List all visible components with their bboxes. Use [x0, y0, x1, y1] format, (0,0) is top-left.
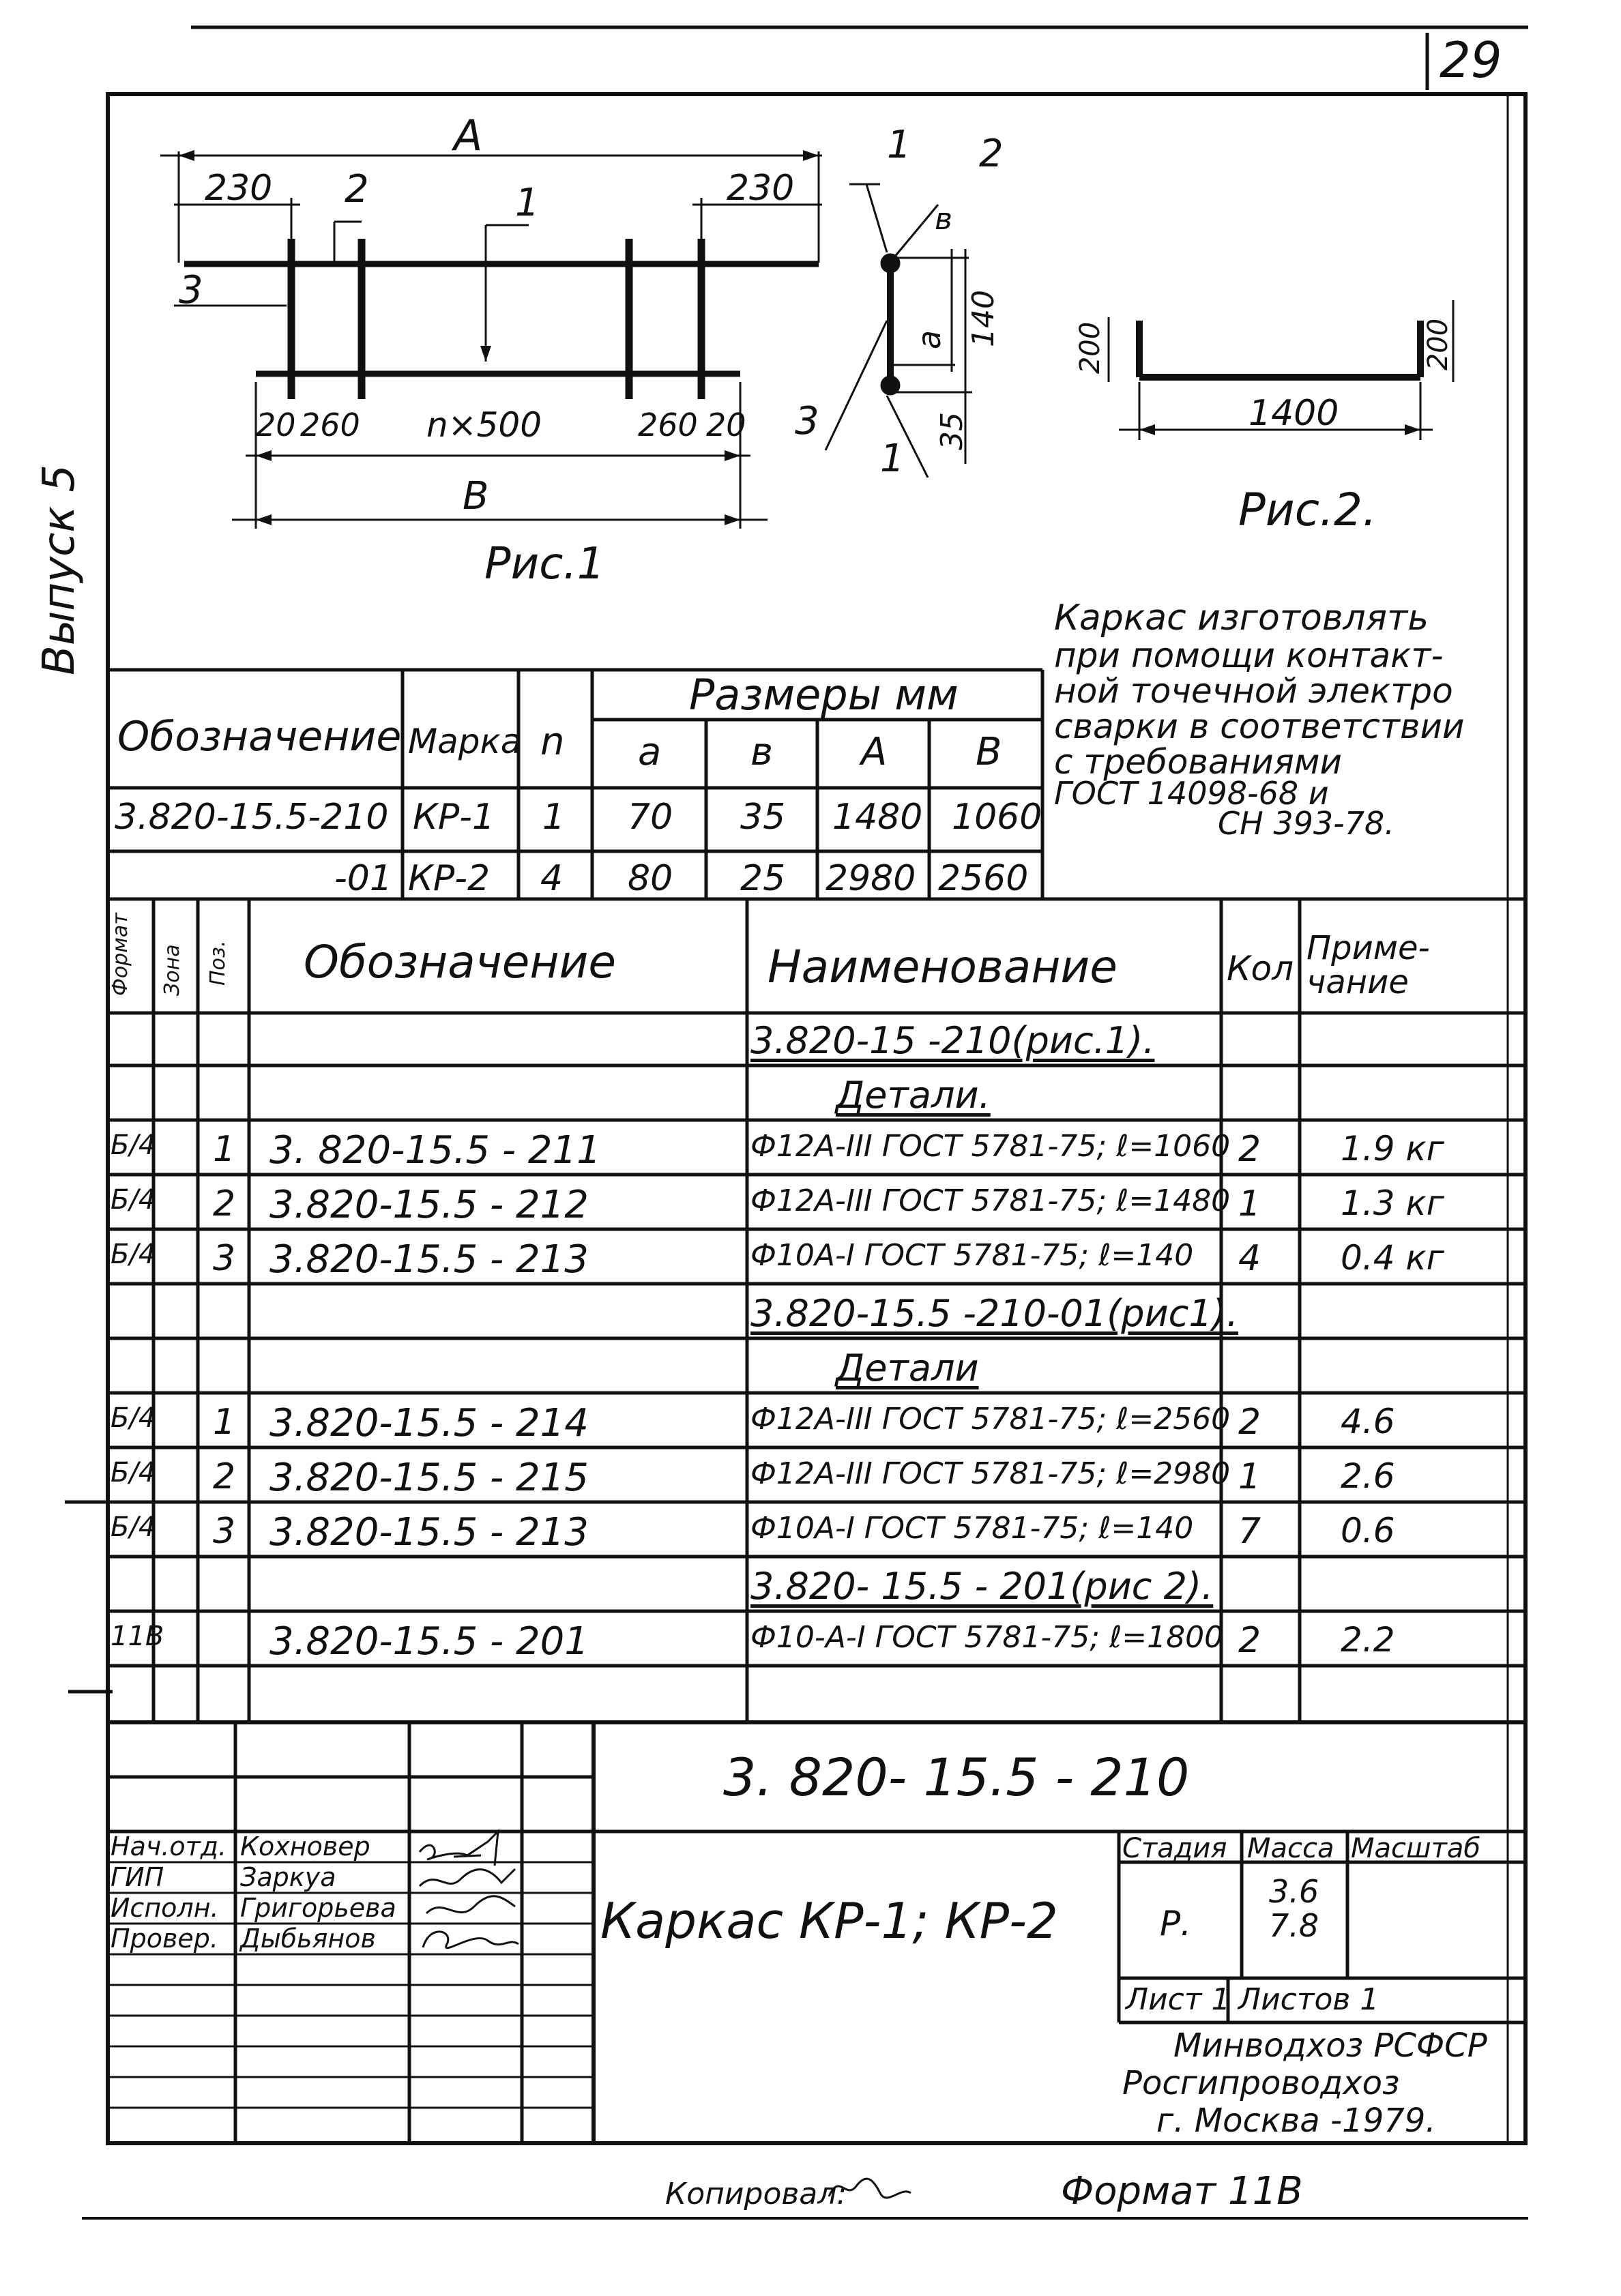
- spec-format: Б/4: [111, 1457, 156, 1488]
- spec-format: Б/4: [111, 1512, 156, 1543]
- dim-row-A: 1480: [832, 797, 923, 838]
- spec-format: 11В: [111, 1621, 164, 1652]
- spec-designation: 3.820-15.5 - 215: [269, 1456, 589, 1500]
- signature-role: ГИП: [111, 1862, 164, 1892]
- dim-table-header-v: в: [750, 730, 774, 774]
- spec-name: Ф10А-I ГОСТ 5781-75; ℓ=140: [750, 1238, 1194, 1273]
- signature-name: Григорьева: [240, 1893, 396, 1923]
- spec-name: Детали: [836, 1346, 979, 1389]
- org-line: г. Москва -1979.: [1156, 2102, 1436, 2140]
- spec-header-zone: Зона: [160, 944, 184, 996]
- spec-header-name: Наименование: [768, 941, 1118, 993]
- spec-note: 1.3 кг: [1341, 1183, 1444, 1223]
- dim-table-header-mark: Марка: [408, 722, 522, 761]
- stage-value: Р.: [1160, 1904, 1192, 1943]
- note-line: сварки в соответствии: [1054, 707, 1465, 746]
- header-scale: Масштаб: [1351, 1833, 1481, 1864]
- spec-format: Б/4: [111, 1184, 156, 1216]
- dim-row-n: 4: [540, 858, 564, 899]
- note-line: Каркас изготовлять: [1054, 598, 1429, 638]
- fig1-pos-1: 1: [515, 181, 540, 225]
- fabrication-note: [1054, 598, 1465, 842]
- mass-value-1: 3.6: [1269, 1873, 1319, 1910]
- section-dim-v: в: [935, 202, 952, 237]
- spec-note: 4.6: [1341, 1402, 1395, 1441]
- section-pos-3: 3: [795, 399, 819, 443]
- header-mass: Масса: [1247, 1833, 1334, 1864]
- spec-note: 2.2: [1341, 1620, 1395, 1660]
- format-label: Формат 11В: [1061, 2169, 1303, 2213]
- section-dim-140: 140: [965, 290, 1001, 347]
- fig1-dim-A: A: [454, 111, 483, 160]
- spec-format: Б/4: [111, 1130, 156, 1161]
- spec-name: Ф12А-III ГОСТ 5781-75; ℓ=1480: [750, 1183, 1231, 1218]
- dim-row-B: 1060: [952, 797, 1042, 838]
- spec-designation: 3.820-15.5 - 201: [269, 1619, 589, 1664]
- note-line: ГОСТ 14098-68 и: [1054, 775, 1329, 812]
- spec-header-note: Приме- чание: [1306, 929, 1430, 1002]
- dim-row-B: 2560: [938, 858, 1029, 899]
- spec-name: Ф12А-III ГОСТ 5781-75; ℓ=1060: [750, 1129, 1231, 1164]
- org-line: Минводхоз РСФСР: [1173, 2027, 1487, 2065]
- dim-table-header-B: В: [976, 730, 1002, 774]
- dim-row-a: 80: [628, 858, 673, 899]
- dim-row-n: 1: [542, 797, 566, 838]
- doc-code: 3. 820- 15.5 - 210: [723, 1747, 1190, 1808]
- spec-note: 0.6: [1341, 1511, 1395, 1550]
- signatures-picture: [413, 1828, 529, 1958]
- spec-qty: 2: [1238, 1402, 1261, 1443]
- section-dim-35: 35: [935, 412, 969, 450]
- signature-role: Нач.отд.: [111, 1831, 227, 1861]
- note-line: ной точечной электро: [1054, 671, 1453, 711]
- spec-header-pos: Поз.: [206, 940, 230, 986]
- fig2-dim-200-right: 200: [1422, 318, 1455, 371]
- drawing-title: Каркас КР-1; КР-2: [600, 1892, 1058, 1949]
- dim-table-header-n: n: [540, 720, 565, 764]
- signature-name: Заркуа: [240, 1862, 336, 1892]
- spec-pos: 3: [213, 1511, 236, 1552]
- spec-qty: 1: [1238, 1183, 1261, 1224]
- fig1-pos-2: 2: [345, 167, 369, 211]
- spec-designation: 3.820-15.5 - 212: [269, 1183, 589, 1227]
- spec-pos: 1: [213, 1402, 236, 1443]
- copier-signature-picture: [826, 2166, 914, 2207]
- dim-row-a: 70: [628, 797, 673, 838]
- spec-format: Б/4: [111, 1239, 156, 1270]
- dim-row-designation: 3.820-15.5-210: [115, 797, 389, 838]
- spec-qty: 2: [1238, 1129, 1261, 1170]
- dim-row-A: 2980: [826, 858, 916, 899]
- spec-name: Детали.: [836, 1074, 991, 1117]
- sheets-label: Листов 1: [1238, 1982, 1379, 2017]
- issue-label: Выпуск 5: [34, 464, 85, 675]
- fig2-dim-200-left: 200: [1075, 321, 1107, 374]
- signature-role: Исполн.: [111, 1893, 219, 1923]
- spec-pos: 2: [213, 1183, 236, 1224]
- dim-table-header-designation: Обозначение: [117, 713, 402, 761]
- spec-note: 1.9 кг: [1341, 1129, 1444, 1168]
- dim-row-mark: КР-1: [413, 797, 495, 838]
- spec-designation: 3.820-15.5 - 214: [269, 1401, 589, 1445]
- fig2-caption: Рис.2.: [1238, 484, 1377, 536]
- signature-name: Дыбьянов: [240, 1924, 376, 1954]
- fig1-caption: Рис.1: [484, 539, 605, 589]
- fig1-dim-260-left: 260: [300, 407, 360, 443]
- org-line: Росгипроводхоз: [1122, 2064, 1400, 2102]
- fig1-dim-260-right: 260: [638, 407, 698, 443]
- spec-name: 3.820-15.5 -210-01(рис1).: [750, 1292, 1238, 1335]
- section-pos-1-bottom: 1: [880, 437, 905, 481]
- spec-qty: 7: [1238, 1511, 1261, 1552]
- dim-table-header-sizes: Размеры мм: [689, 670, 959, 720]
- spec-name: 3.820-15 -210(рис.1).: [750, 1019, 1155, 1062]
- fig1-pos-3: 3: [179, 268, 203, 312]
- section-pos-2-top: 2: [979, 132, 1004, 176]
- section-pos-1-top: 1: [887, 123, 911, 167]
- spec-qty: 2: [1238, 1620, 1261, 1661]
- section-dim-a: a: [911, 329, 948, 350]
- copied-by-label: Копировал:: [665, 2177, 847, 2211]
- dim-row-designation: -01: [334, 858, 392, 899]
- spec-note: 2.6: [1341, 1456, 1395, 1496]
- spec-header-qty: Кол: [1227, 949, 1294, 988]
- fig1-dim-20-right: 20: [706, 407, 746, 443]
- spec-pos: 2: [213, 1456, 236, 1497]
- dim-row-v: 25: [740, 858, 786, 899]
- spec-note: 0.4 кг: [1341, 1238, 1444, 1278]
- spec-designation: 3. 820-15.5 - 211: [269, 1128, 601, 1173]
- spec-name: Ф10А-I ГОСТ 5781-75; ℓ=140: [750, 1511, 1194, 1546]
- header-stage: Стадия: [1122, 1833, 1227, 1864]
- spec-name: 3.820- 15.5 - 201(рис 2).: [750, 1565, 1214, 1608]
- note-line: с требованиями: [1054, 742, 1343, 782]
- spec-qty: 1: [1238, 1456, 1261, 1497]
- spec-header-designation: Обозначение: [304, 936, 616, 988]
- fig1-dim-230-left: 230: [205, 168, 273, 209]
- note-line: при помощи контакт-: [1054, 636, 1444, 675]
- fig2-dim-1400: 1400: [1248, 393, 1339, 434]
- dim-row-v: 35: [740, 797, 786, 838]
- dim-row-mark: КР-2: [408, 858, 491, 899]
- spec-qty: 4: [1238, 1238, 1261, 1279]
- fig1-dim-nx500: n×500: [426, 405, 542, 445]
- spec-pos: 1: [213, 1129, 236, 1170]
- spec-name: Ф12А-III ГОСТ 5781-75; ℓ=2560: [750, 1402, 1231, 1437]
- spec-designation: 3.820-15.5 - 213: [269, 1510, 589, 1555]
- dim-table-header-A: A: [861, 730, 888, 774]
- spec-pos: 3: [213, 1238, 236, 1279]
- signature-role: Провер.: [111, 1924, 218, 1954]
- fig1-dim-20-left: 20: [256, 407, 296, 443]
- spec-name: Ф10-А-I ГОСТ 5781-75; ℓ=1800: [750, 1620, 1224, 1655]
- signature-name: Кохновер: [240, 1831, 370, 1861]
- spec-designation: 3.820-15.5 - 213: [269, 1237, 589, 1282]
- fig1-dim-B: В: [463, 474, 489, 518]
- note-line: СН 393-78.: [1218, 805, 1394, 842]
- spec-format: Б/4: [111, 1402, 156, 1434]
- mass-value-2: 7.8: [1269, 1907, 1319, 1944]
- spec-header-format: Формат: [108, 913, 132, 996]
- spec-name: Ф12А-III ГОСТ 5781-75; ℓ=2980: [750, 1456, 1231, 1491]
- fig1-dim-230-right: 230: [727, 168, 795, 209]
- sheet-label: Лист 1: [1126, 1982, 1231, 2017]
- dim-table-header-a: a: [638, 730, 662, 774]
- sheet-number: 29: [1440, 31, 1502, 89]
